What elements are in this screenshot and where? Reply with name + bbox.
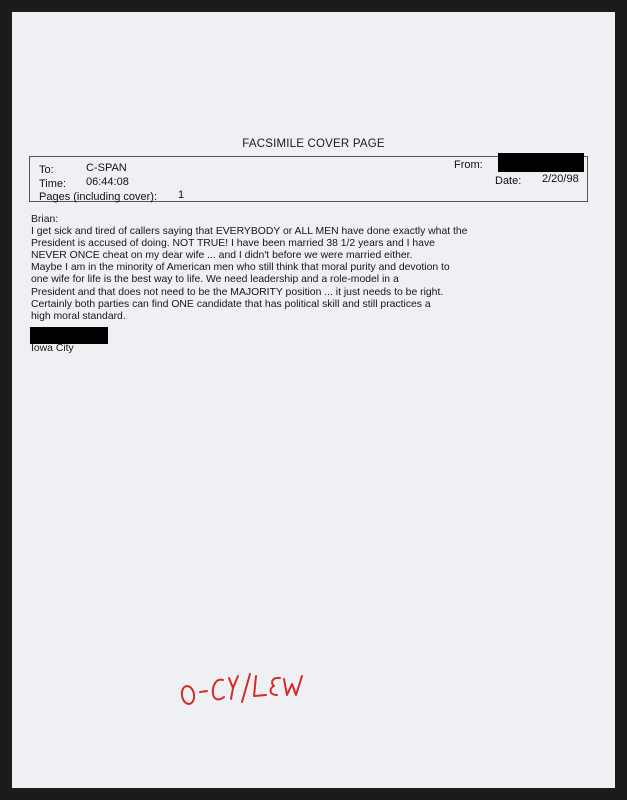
from-label: From: — [454, 159, 483, 171]
salutation: Brian: — [31, 214, 59, 225]
to-label: To: — [39, 164, 54, 176]
body-line: NEVER ONCE cheat on my dear wife ... and I didn't before we were married either. — [31, 250, 413, 262]
time-label: Time: — [39, 178, 67, 190]
date-label: Date: — [495, 175, 522, 187]
sender-city: Iowa City — [31, 343, 74, 354]
body-line: President and that does not need to be the MAJORITY position ... it just needs to be right. — [31, 286, 444, 298]
body-line: Maybe I am in the minority of American men who still think that moral purity and devotion to — [31, 262, 450, 274]
pages-value: 1 — [178, 189, 185, 201]
time-value: 06:44:08 — [86, 176, 129, 188]
to-value: C-SPAN — [86, 162, 127, 174]
handwritten-note — [176, 664, 336, 710]
body-line: Certainly both parties can find ONE candidate that has political skill and still practices a — [31, 298, 431, 310]
body-line: high moral standard. — [31, 310, 126, 322]
body-line: one wife for life is the best way to life. We need leadership and a role-model in a — [31, 274, 399, 286]
page-title: FACSIMILE COVER PAGE — [242, 138, 385, 150]
from-redaction — [498, 153, 584, 172]
body-line: President is accused of doing. NOT TRUE! I have been married 38 1/2 years and I have — [31, 238, 435, 250]
message-body — [31, 214, 551, 323]
date-value: 2/20/98 — [542, 173, 579, 185]
body-line: I get sick and tired of callers saying that EVERYBODY or ALL MEN have done exactly what the — [31, 226, 468, 238]
signature-redaction — [30, 327, 108, 344]
pages-label: Pages (including cover): — [39, 191, 158, 203]
